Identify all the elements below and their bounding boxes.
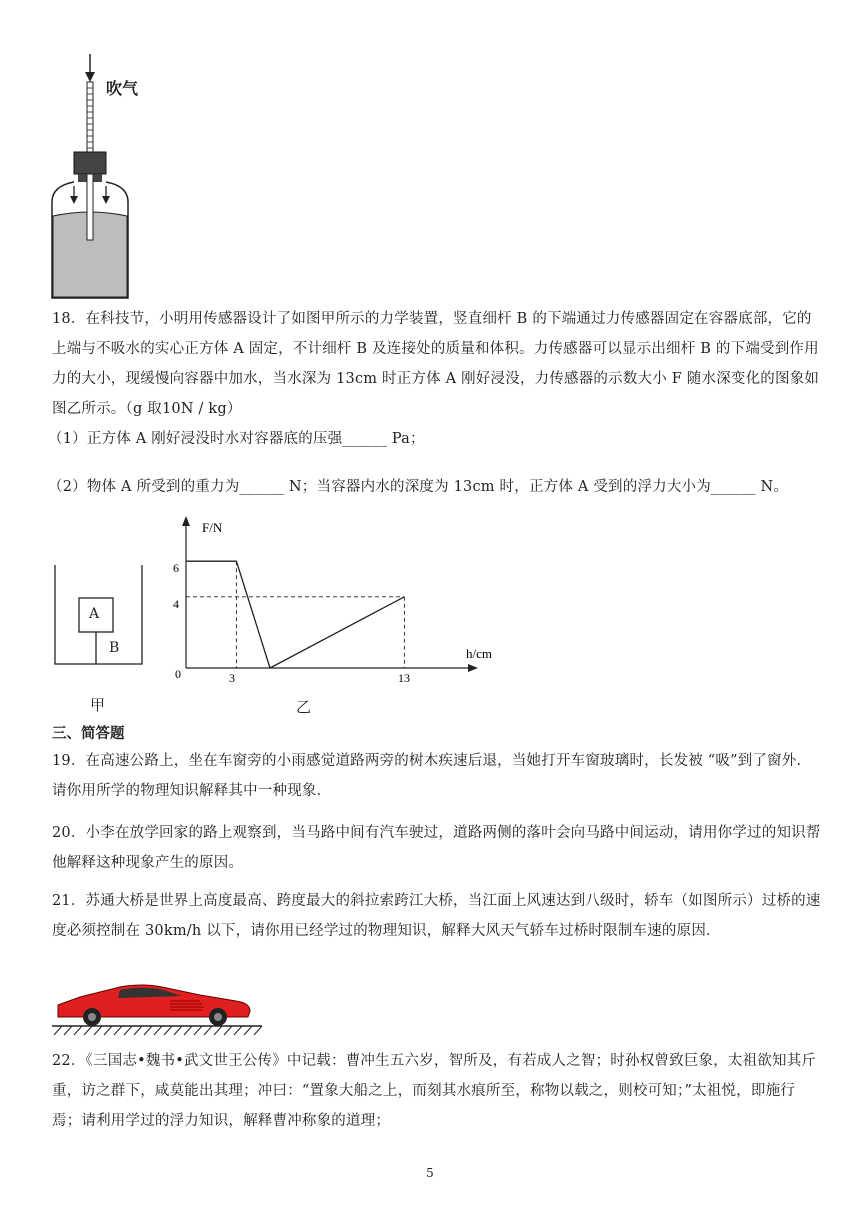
page-number: 5 [426,1166,434,1180]
section-title-short-answer: 三、简答题 [52,725,125,742]
x-axis-arrow [468,664,478,672]
cube-a-label: A [89,606,100,622]
question-22: 22．《三国志•魏书•武文世王公传》中记载：曹冲生五六岁，智所及，有若成人之智；时孙权曾致巨象，太祖欲知其斤重，访之群下，咸莫能出其理；冲曰：“置象大船之上，而刻其水痕所至，称物以载之，则校可知；”太祖悦，即施行焉；请利用学过的浮力知识，解释曹冲称象的道理； [52,1053,817,1129]
y-tick-6: 6 [173,561,179,575]
force-depth-chart [160,512,520,712]
apparatus-figure-jia [50,560,150,670]
caption-yi: 乙 [296,698,312,716]
y-tick-4: 4 [173,597,179,611]
x-tick-13: 13 [398,671,410,685]
question-18-sub2: （2）物体 A 所受到的重力为______ N；当容器内水的深度为 13cm 时，正方体 A 受到的浮力大小为______ N。 [48,479,789,495]
blow-label: 吹气 [106,79,139,98]
x-tick-3: 3 [229,671,235,685]
question-19: 19．在高速公路上，坐在车窗旁的小雨感觉道路两旁的树木疾速后退，当她打开车窗玻璃时，长发被 “吸”到了窗外．请你用所学的物理知识解释其中一种现象． [52,753,812,799]
question-21: 21．苏通大桥是世界上高度最高、跨度最大的斜拉索跨江大桥，当江面上风速达到八级时，轿车（如图所示）过桥的速度必须控制在 30km/h 以下，请你用已经学过的物理知识，解释大风天气轿车过桥时限制车速的原因． [52,893,821,939]
bottle-figure [40,52,170,300]
question-20: 20．小李在放学回家的路上观察到，当马路中间有汽车驶过，道路两侧的落叶会向马路中间运动，请用你学过的知识帮他解释这种现象产生的原因。 [52,825,821,871]
caption-jia: 甲 [90,696,106,714]
question-18-stem: 18．在科技节，小明用传感器设计了如图甲所示的力学装置，竖直细杆 B 的下端通过力传感器固定在容器底部，它的上端与不吸水的实心正方体 A 固定，不计细杆 B 及连接处的质量和体积。力传感器可以显示出细杆 B 的下端受到作用力的大小，现缓慢向容器中加水，当水深为 13cm 时正方体 A 刚好浸没，力传感器的示数大小 F 随水深变化的图象如图乙所示。（g 取10N / kg） [52,311,820,417]
rod-b-label: B [109,640,120,656]
car-figure [50,975,265,1037]
y-axis-label: F/N [202,520,223,535]
force-series-line [186,561,404,668]
origin-label: 0 [175,667,181,681]
y-axis-arrow [182,516,190,526]
x-axis-label: h/cm [466,646,492,661]
question-18-sub1: （1）正方体 A 刚好浸没时水对容器底的压强______ Pa； [48,431,425,447]
